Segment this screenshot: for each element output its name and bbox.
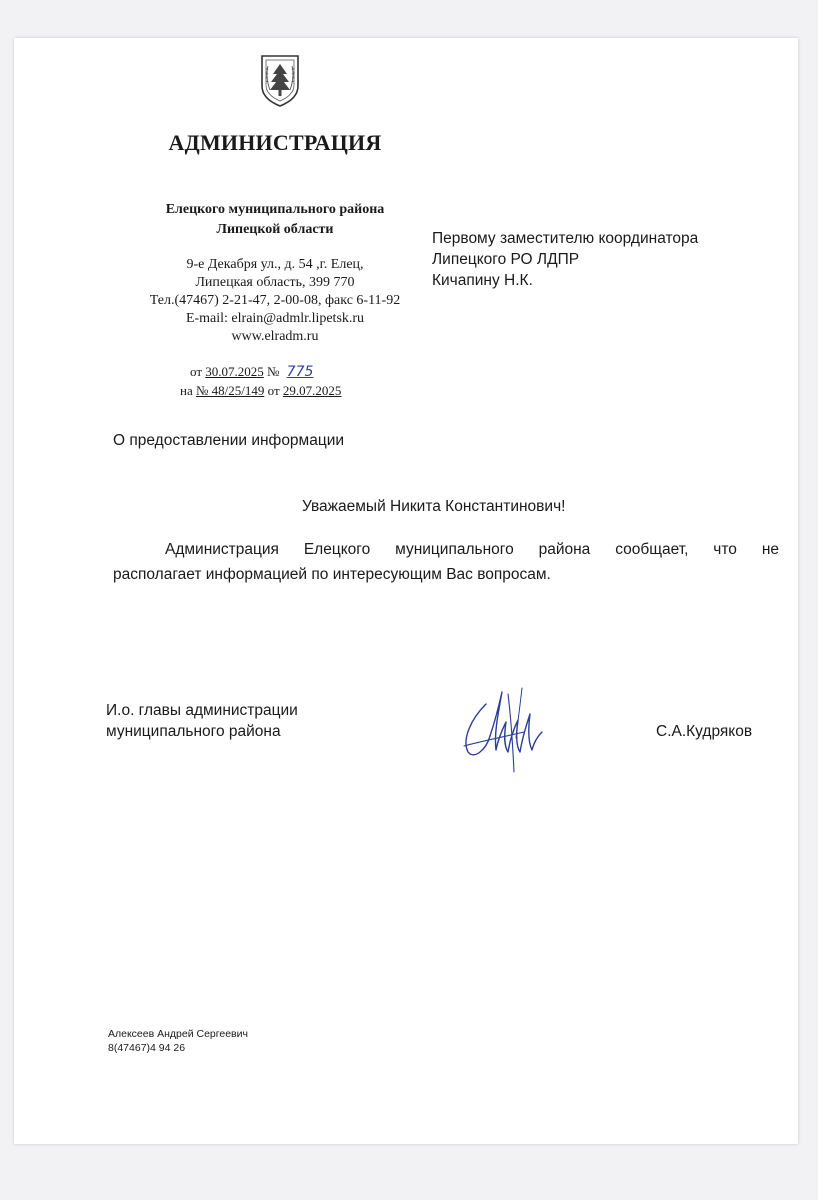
handwritten-signature xyxy=(458,680,548,775)
number-sign: № xyxy=(267,364,280,379)
reference-line xyxy=(180,383,341,399)
ref-date-prefix: от xyxy=(267,383,280,398)
coat-of-arms-icon xyxy=(256,52,304,108)
registration-date: 30.07.2025 xyxy=(205,364,264,379)
org-subtitle-line2: Липецкой области xyxy=(216,222,334,237)
recipient-line3: Кичапину Н.К. xyxy=(432,272,533,289)
org-title: АДМИНИСТРАЦИЯ xyxy=(168,130,382,155)
recipient-line1: Первому заместителю координатора xyxy=(432,230,699,247)
signatory-name: С.А.Кудряков xyxy=(656,723,753,740)
phone-line: Тел.(47467) 2-21-47, 2-00-08, факс 6-11-92 xyxy=(149,293,401,308)
address-line1: 9-е Декабря ул., д. 54 ,г. Елец, xyxy=(186,257,364,272)
from-prefix: от xyxy=(190,364,203,379)
address-line2: Липецкая область, 399 770 xyxy=(195,275,355,290)
reference-number: № 48/25/149 xyxy=(195,383,265,398)
salutation: Уважаемый Никита Константинович! xyxy=(302,498,566,515)
org-subtitle-line1: Елецкого муниципального района xyxy=(165,202,385,217)
letter-subject: О предоставлении информации xyxy=(113,432,345,449)
body-line2: располагает информацией по интересующим Вас вопросам. xyxy=(113,566,551,583)
signatory-position-line1: И.о. главы администрации xyxy=(106,702,298,719)
website-line: www.elradm.ru xyxy=(231,329,319,344)
body-line1: Администрация Елецкого муниципального района сообщает, что не xyxy=(165,541,779,558)
reference-date: 29.07.2025 xyxy=(282,383,342,398)
recipient-line2: Липецкого РО ЛДПР xyxy=(432,251,580,268)
executor-name: Алексеев Андрей Сергеевич xyxy=(108,1028,248,1040)
on-prefix: на xyxy=(180,383,193,398)
signatory-position-line2: муниципального района xyxy=(106,723,281,740)
handwritten-number: 775 xyxy=(286,364,314,380)
email-line: E-mail: elrain@admlr.lipetsk.ru xyxy=(185,311,365,326)
registration-line xyxy=(190,364,331,380)
executor-phone: 8(47467)4 94 26 xyxy=(108,1042,186,1054)
